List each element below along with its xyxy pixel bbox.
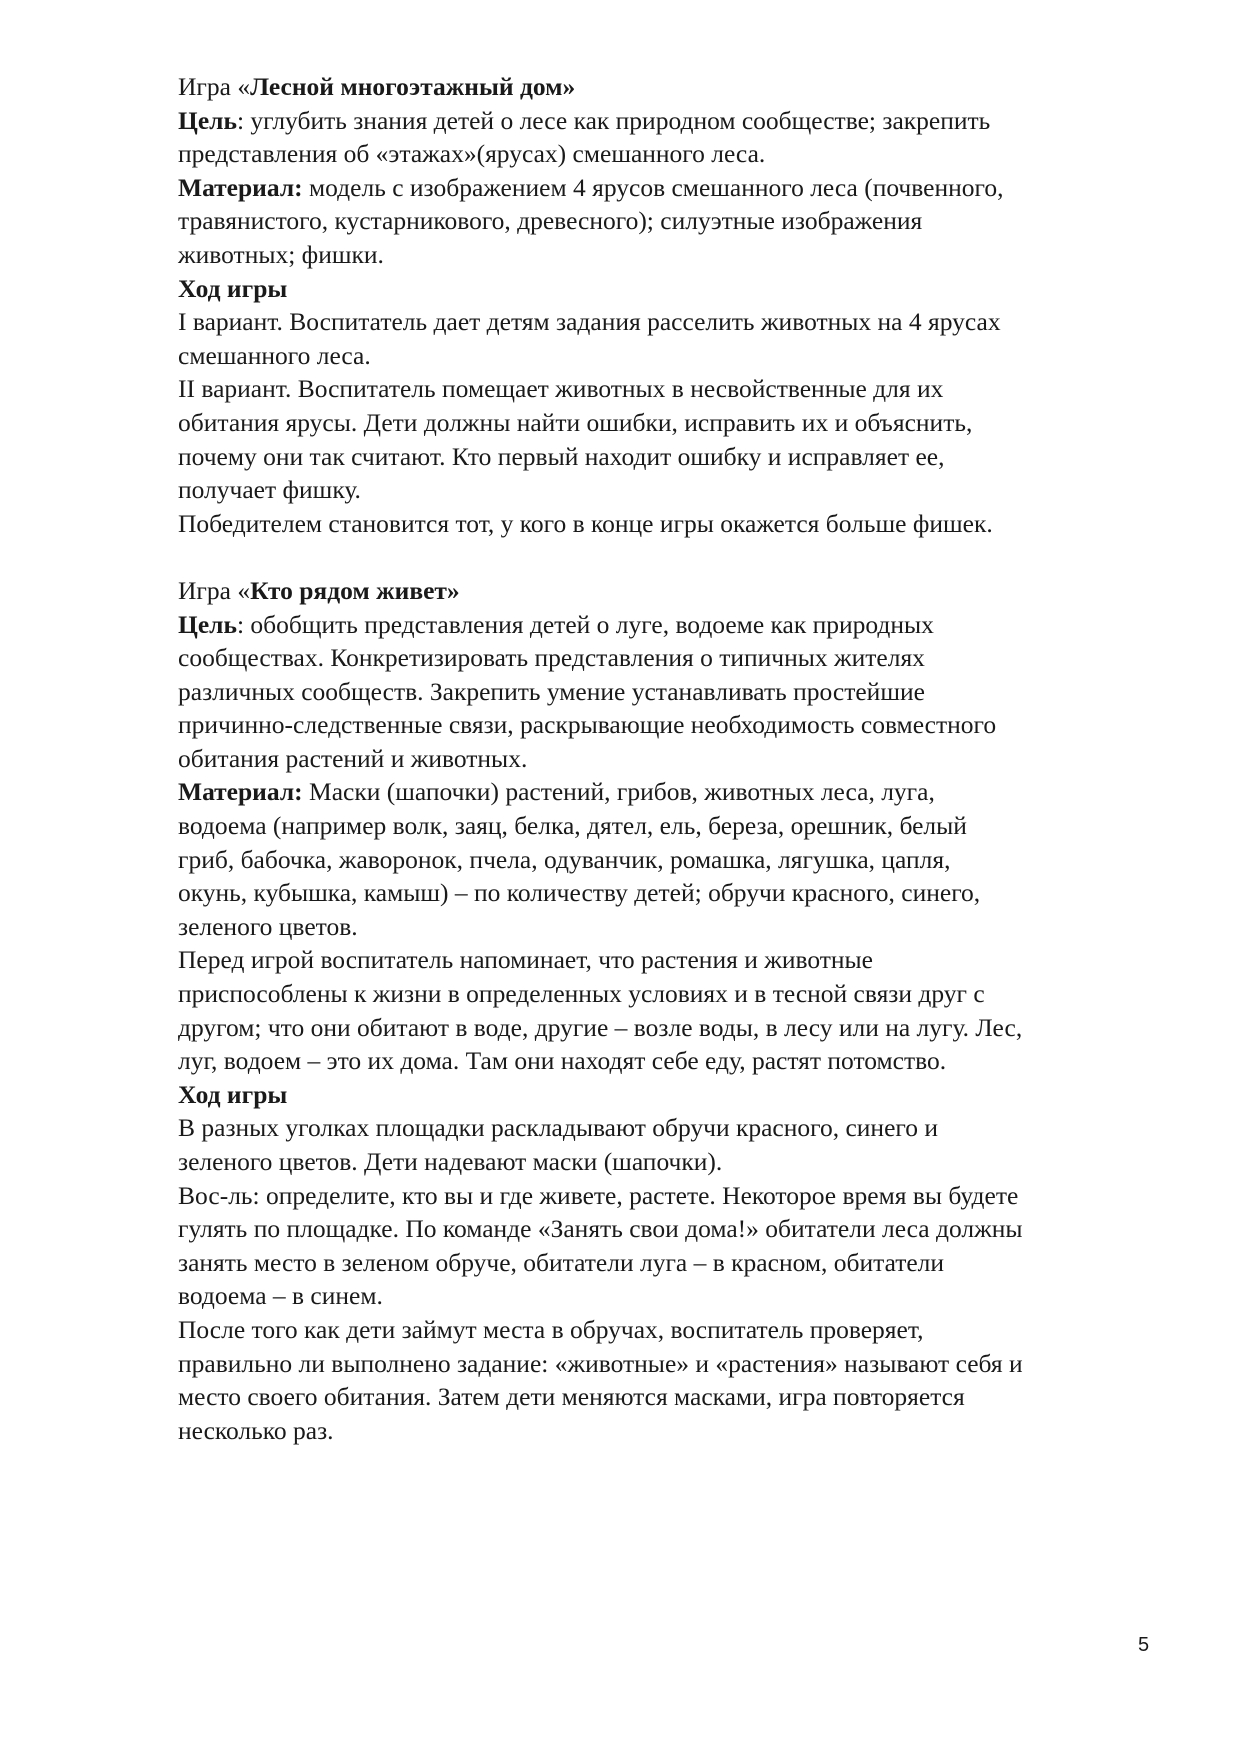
game2-course-line: правильно ли выполнено задание: «животные» и «растения» называют себя и [178,1348,1023,1378]
game1-course-line: смешанного леса. [178,340,371,370]
game2-goal-line: различных сообществ. Закрепить умение устанавливать простейшие [178,676,925,706]
game2-material-line: гриб, бабочка, жаворонок, пчела, одуванчик, ромашка, лягушка, цапля, [178,844,951,874]
game2-material-label: Материал: [178,777,303,807]
game2-course-line: занять место в зеленом обруче, обитатели луга – в красном, обитатели [178,1247,945,1277]
game2-course-line: водоема – в синем. [178,1281,383,1311]
document-page [178,70,1188,1447]
game1-course-heading: Ход игры [178,273,288,303]
game1-goal-text: : углубить знания детей о лесе как природном сообществе; закрепить [236,105,991,135]
game2-material-line: Перед игрой воспитатель напоминает, что растения и животные [178,945,873,975]
game1-course-line: I вариант. Воспитатель дает детям задания расселить животных на 4 ярусах [178,307,1001,337]
game2-material-line: приспособлены к жизни в определенных условиях и в тесной связи друг с [178,979,985,1009]
game2-course-line: место своего обитания. Затем дети меняются масками, игра повторяется [178,1382,965,1412]
game2-goal-label: Цель [178,609,237,639]
game2-title-bold: Кто рядом живет» [250,575,460,605]
game2-course-line: зеленого цветов. Дети надевают маски (шапочки). [178,1147,723,1176]
game2-course-line: Вос-ль: определите, кто вы и где живете, растете. Некоторое время вы будете [178,1180,1019,1210]
game2-course-line: гулять по площадке. По команде «Занять свои дома!» обитатели леса должны [178,1214,1023,1244]
game2-material [178,775,1188,809]
game1-course-line: Победителем становится тот, у кого в конце игры окажется больше фишек. [178,508,993,538]
game2-course-heading: Ход игры [178,1079,288,1109]
game1-material-label: Материал: [178,172,303,202]
page-number: 5 [1138,1634,1150,1656]
game2-material-line: луг, водоем – это их дома. Там они находят себе еду, растят потомство. [178,1046,947,1076]
game1-goal-label: Цель [178,105,237,135]
game2-material-line: окунь, кубышка, камыш) – по количеству детей; обручи красного, синего, [178,878,981,908]
game1-title-bold: Лесной многоэтажный дом» [250,72,576,101]
game2-material-text: Маски (шапочки) растений, грибов, животных леса, луга, [302,777,935,807]
game1-title-prefix: Игра « [178,72,251,101]
game2-goal-text: : обобщить представления детей о луге, водоеме как природных [236,609,934,639]
game2-material-line: водоема (например волк, заяц, белка, дятел, ель, береза, орешник, белый [178,811,967,841]
game1-course-line: получает фишку. [178,475,361,505]
game1-goal [178,104,1188,138]
game1-course-line: обитания ярусы. Дети должны найти ошибки, исправить их и объяснить, [178,407,973,437]
game2-title [178,574,1188,608]
game2-goal [178,608,1188,642]
game2-course-line: После того как дети займут места в обручах, воспитатель проверяет, [178,1314,924,1344]
game1-course-line: II вариант. Воспитатель помещает животных в несвойственные для их [178,374,944,404]
game2-material-line: другом; что они обитают в воде, другие – возле воды, в лесу или на лугу. Лес, [178,1012,1023,1042]
section-gap [178,540,1188,574]
game2-goal-line: обитания растений и животных. [178,743,528,773]
game1-course-line: почему они так считают. Кто первый находит ошибку и исправляет ее, [178,441,945,471]
game2-course-line: В разных уголках площадки раскладывают обручи красного, синего и [178,1113,938,1143]
game2-material-line: зеленого цветов. [178,911,358,941]
game1-goal-line2: представления об «этажах»(ярусах) смешанного леса. [178,139,766,169]
game1-material-line3: животных; фишки. [178,239,384,269]
game1-material-line2: травянистого, кустарникового, древесного); силуэтные изображения [178,206,923,236]
game2-course-line: несколько раз. [178,1415,334,1445]
game1-material [178,171,1188,205]
game1-title [178,70,1188,104]
game1-material-text: модель с изображением 4 ярусов смешанного леса (почвенного, [302,172,1004,202]
game2-title-prefix: Игра « [178,575,251,605]
game2-goal-line: причинно-следственные связи, раскрывающие необходимость совместного [178,710,997,740]
game2-goal-line: сообществах. Конкретизировать представления о типичных жителях [178,643,925,673]
